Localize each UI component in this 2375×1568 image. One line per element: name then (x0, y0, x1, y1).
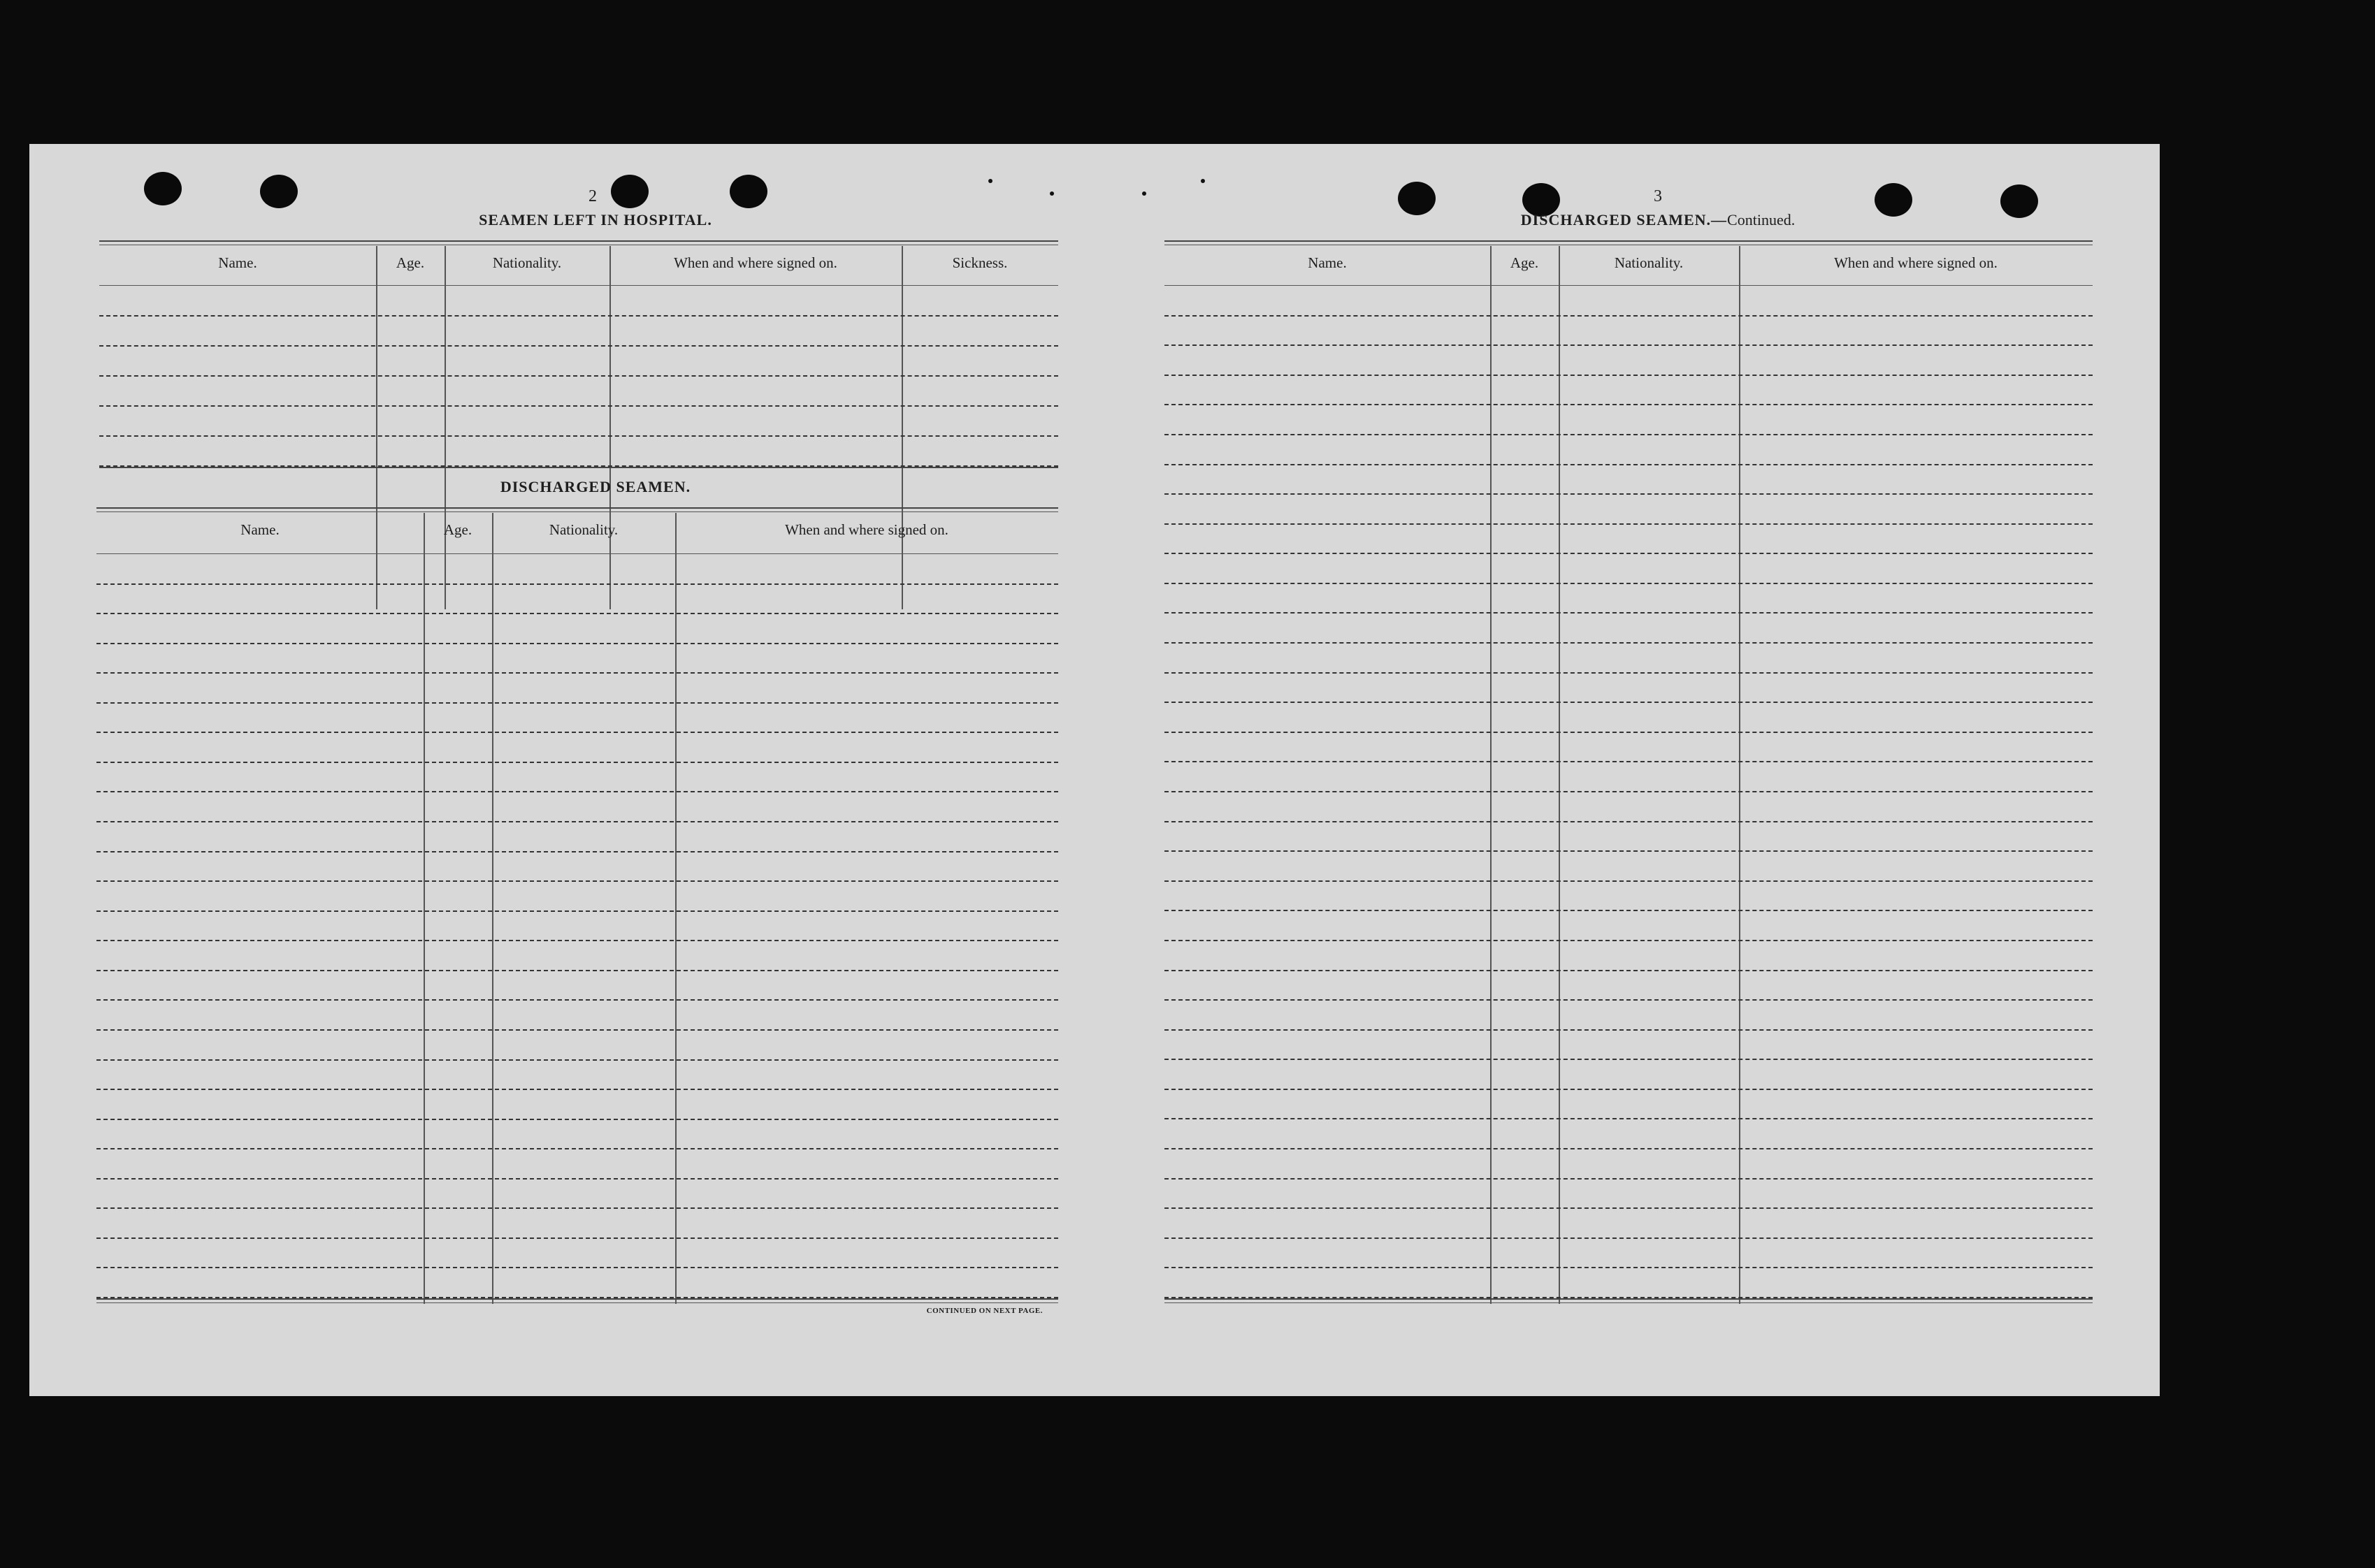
hospital-section-title: SEAMEN LEFT IN HOSPITAL. (479, 211, 712, 228)
discharged-header-rule (96, 553, 1058, 554)
discharged-bottom-rule (96, 1302, 1058, 1303)
table-row (96, 1207, 1058, 1209)
hospital-row-line (99, 405, 1058, 407)
table-row (1164, 1029, 2093, 1031)
table-row (96, 821, 1058, 822)
table-row (1164, 344, 2093, 346)
column-header-sickness: Sickness. (952, 254, 1008, 271)
discharged-column-divider (675, 513, 677, 1304)
discharged-column-divider (424, 513, 425, 1304)
table-row (1164, 791, 2093, 792)
table-row (1164, 821, 2093, 822)
table-row (1164, 850, 2093, 852)
hospital-column-divider (609, 246, 611, 609)
table-row (96, 1119, 1058, 1120)
table-row (96, 1178, 1058, 1179)
discharged-top-rule (96, 507, 1058, 509)
table-row (1164, 493, 2093, 495)
column-header-when-where-signed: When and where signed on. (785, 521, 948, 538)
table-row (96, 1237, 1058, 1239)
table-row (1164, 702, 2093, 703)
table-row (96, 910, 1058, 912)
column-header-name: Name. (218, 254, 257, 271)
table-row (96, 999, 1058, 1001)
hospital-row-line (99, 375, 1058, 377)
page-number: 3 (1654, 187, 1662, 205)
hospital-row-line (99, 315, 1058, 317)
table-row (1164, 999, 2093, 1001)
table-row (96, 643, 1058, 644)
table-row (1164, 375, 2093, 376)
column-header-nationality: Nationality. (492, 254, 562, 271)
table-row (1164, 1207, 2093, 1209)
table-row (1164, 672, 2093, 674)
table-row (96, 1148, 1058, 1149)
table-row (96, 791, 1058, 792)
table-row (96, 880, 1058, 882)
table-row (1164, 880, 2093, 882)
table-row (1164, 761, 2093, 762)
column-header-age: Age. (1510, 254, 1539, 271)
continued-footer: CONTINUED ON NEXT PAGE. (926, 1307, 1043, 1315)
hospital-header-rule (99, 285, 1058, 286)
column-header-nationality: Nationality. (1614, 254, 1684, 271)
table-row (1164, 1237, 2093, 1239)
table-row (1164, 583, 2093, 584)
table-row (1164, 1148, 2093, 1149)
discharged-column-divider (492, 513, 493, 1304)
table-row (1164, 315, 2093, 317)
left-page (29, 144, 1078, 1396)
table-row (1164, 464, 2093, 465)
table-row (96, 613, 1058, 614)
table-row (96, 732, 1058, 733)
table-row (1164, 1059, 2093, 1060)
table-row (96, 1029, 1058, 1031)
table-row (1164, 1118, 2093, 1119)
table-row (96, 1059, 1058, 1061)
table-row (1164, 404, 2093, 405)
table-row (96, 1089, 1058, 1090)
right-page (1078, 144, 2160, 1396)
hospital-row-line (99, 435, 1058, 437)
column-header-name: Name. (1308, 254, 1347, 271)
column-header-age: Age. (396, 254, 425, 271)
table-row (96, 1267, 1058, 1268)
hospital-top-rule (99, 240, 1058, 242)
table-row (1164, 1089, 2093, 1090)
table-row (1164, 553, 2093, 554)
hospital-column-divider (376, 246, 377, 609)
column-header-name: Name. (240, 521, 280, 538)
table-row (96, 583, 1058, 585)
column-header-nationality: Nationality. (549, 521, 619, 538)
table-row (96, 672, 1058, 674)
table-bottom-rule (1164, 1302, 2093, 1303)
hospital-column-divider (902, 246, 903, 609)
table-bottom-rule (1164, 1298, 2093, 1300)
page-number: 2 (589, 187, 597, 205)
column-header-when-where-signed: When and where signed on. (674, 254, 837, 271)
hospital-row-line (99, 345, 1058, 347)
table-row (1164, 1178, 2093, 1179)
table-row (96, 940, 1058, 941)
discharged-section-title: DISCHARGED SEAMEN. (500, 478, 691, 495)
discharged-top-rule (96, 511, 1058, 512)
table-top-rule (1164, 240, 2093, 242)
title-text: DISCHARGED SEAMEN.— (1520, 211, 1728, 228)
discharged-continued-title (1378, 211, 1937, 229)
column-header-when-where-signed: When and where signed on. (1834, 254, 1998, 271)
table-row (1164, 642, 2093, 644)
title-suffix: Continued. (1727, 211, 1796, 228)
document-sheet (29, 144, 2160, 1396)
table-row (96, 970, 1058, 971)
hospital-bottom-rule (99, 467, 1058, 468)
table-row (1164, 910, 2093, 911)
table-header-rule (1164, 285, 2093, 286)
table-row (1164, 732, 2093, 733)
table-row (1164, 970, 2093, 971)
table-row (1164, 434, 2093, 435)
table-row (96, 851, 1058, 852)
table-row (1164, 612, 2093, 614)
table-row (96, 762, 1058, 763)
table-row (1164, 1267, 2093, 1268)
hospital-column-divider (445, 246, 446, 609)
table-row (96, 702, 1058, 704)
table-row (1164, 523, 2093, 525)
table-row (1164, 940, 2093, 941)
column-header-age: Age. (443, 521, 472, 538)
discharged-bottom-rule (96, 1298, 1058, 1300)
